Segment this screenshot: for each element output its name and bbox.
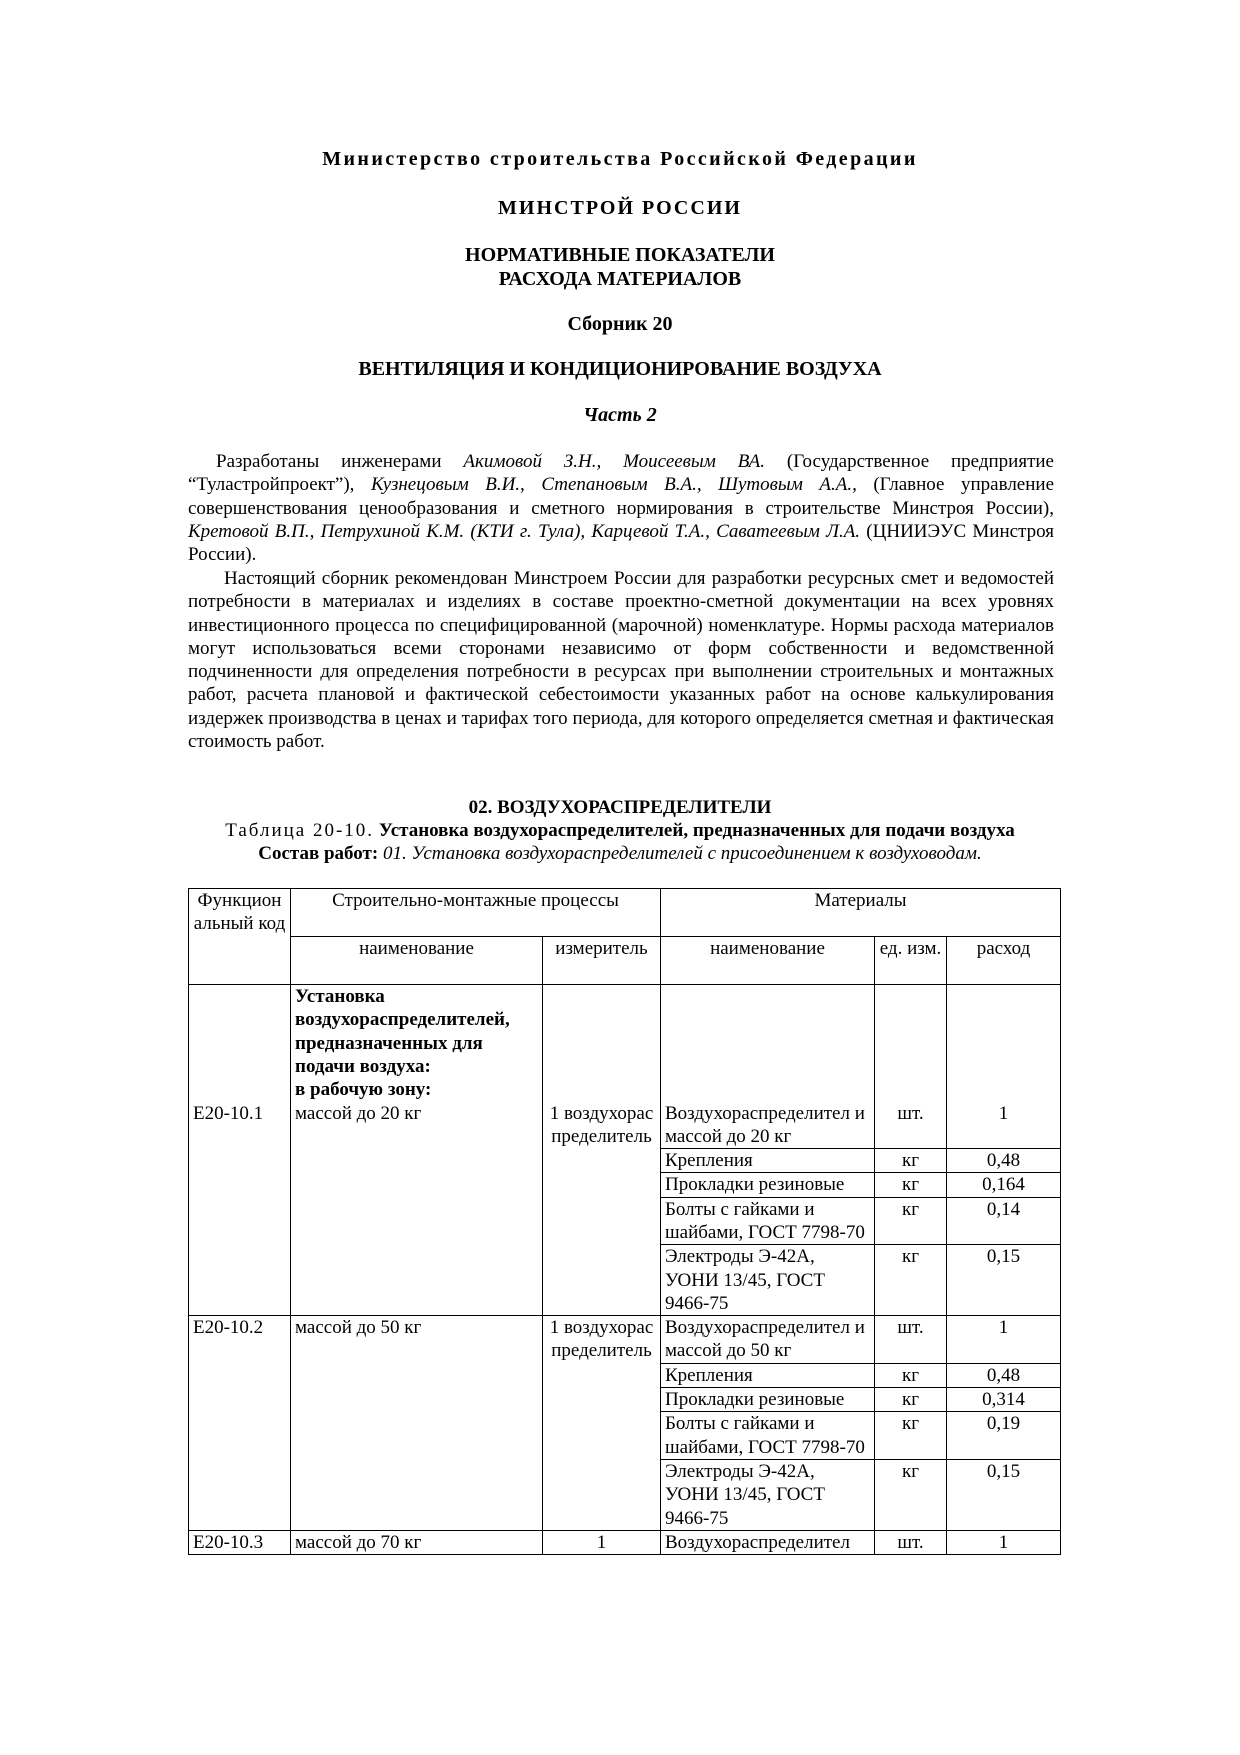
material-rate: 1 bbox=[947, 1530, 1061, 1554]
group-subtitle: в рабочую зону: bbox=[295, 1079, 432, 1101]
document-title-line1: НОРМАТИВНЫЕ ПОКАЗАТЕЛИ bbox=[465, 244, 775, 266]
material-unit: кг bbox=[875, 1388, 947, 1412]
header-meter: измеритель bbox=[543, 937, 661, 985]
row-process-name: массой до 20 кг bbox=[291, 1102, 543, 1316]
material-unit: шт. bbox=[875, 1530, 947, 1554]
material-unit: кг bbox=[875, 1412, 947, 1460]
header-process-name: наименование bbox=[291, 937, 543, 985]
material-rate: 0,14 bbox=[947, 1197, 1061, 1245]
material-unit: шт. bbox=[875, 1316, 947, 1364]
authors-names-2: Кузнецовым В.И., Степановым В.А., Шутовым А.А., bbox=[370, 474, 857, 496]
authors-text-c: (Государственное предприятие “Туластройпроект”), bbox=[188, 451, 1054, 496]
authors-text-g: (ЦНИИЭУС Минстроя России). bbox=[188, 520, 1054, 566]
row-process-name: массой до 50 кг bbox=[291, 1316, 543, 1531]
material-unit: кг bbox=[875, 1197, 947, 1245]
material-name: Прокладки резиновые bbox=[661, 1388, 875, 1412]
material-rate: 0,15 bbox=[947, 1245, 1061, 1316]
material-name: Воздухораспределител и массой до 50 кг bbox=[661, 1316, 875, 1364]
section-title: 02. ВОЗДУХОРАСПРЕДЕЛИТЕЛИ bbox=[468, 797, 772, 818]
header-material-name: наименование bbox=[661, 937, 875, 985]
material-unit: кг bbox=[875, 1149, 947, 1173]
header-materials: Материалы bbox=[661, 889, 1061, 937]
material-unit: кг bbox=[875, 1459, 947, 1530]
part-number: Часть 2 bbox=[583, 404, 657, 426]
material-name: Болты с гайками и шайбами, ГОСТ 7798-70 bbox=[661, 1412, 875, 1460]
collection-number: Сборник 20 bbox=[567, 313, 673, 335]
material-unit: кг bbox=[875, 1363, 947, 1387]
authors-text-a: Разработаны инженерами bbox=[216, 451, 464, 472]
material-unit: кг bbox=[875, 1173, 947, 1197]
table-header-row-2 bbox=[189, 937, 1061, 985]
work-scope-label: Состав работ: bbox=[258, 843, 379, 864]
material-name: Электроды Э-42А, УОНИ 13/45, ГОСТ 9466-75 bbox=[661, 1459, 875, 1530]
material-name: Прокладки резиновые bbox=[661, 1173, 875, 1197]
ministry-short-name: МИНСТРОЙ РОССИИ bbox=[498, 197, 742, 219]
purpose-paragraph: Настоящий сборник рекомендован Минстроем России для разработки ресурсных смет и ведомостей потребности в материалах и изделиях в составе проектно-сметной документации на всех уровнях инвестиционного процесса по специфицированной (марочной) номенклатуре. Нормы расхода материалов могут использоваться всеми сторонами независимо от форм собственности и ведомственной подчиненности для определения потребности в ресурсах при выполнении строительных и монтажных работ, расчета плановой и фактической себестоимости указанных работ на основе калькулирования издержек производства в ценах и тарифах того периода, для которого определяется сметная и фактическая стоимость работ. bbox=[188, 568, 1054, 753]
material-rate: 0,15 bbox=[947, 1459, 1061, 1530]
authors-paragraph bbox=[188, 450, 1054, 566]
row-meter: 1 bbox=[543, 1530, 661, 1554]
table-label: Таблица 20-10. bbox=[225, 820, 375, 841]
material-rate: 1 bbox=[947, 1102, 1061, 1149]
material-rate: 0,314 bbox=[947, 1388, 1061, 1412]
row-code: Е20-10.1 bbox=[189, 1102, 291, 1316]
material-rate: 0,164 bbox=[947, 1173, 1061, 1197]
row-process-name: массой до 70 кг bbox=[291, 1530, 543, 1554]
authors-names-1: Акимовой З.Н., Моисеевым ВА. bbox=[463, 451, 766, 472]
header-unit: ед. изм. bbox=[875, 937, 947, 985]
material-rate: 1 bbox=[947, 1316, 1061, 1364]
material-unit: шт. bbox=[875, 1102, 947, 1149]
header-code: Функцион альный код bbox=[189, 889, 291, 985]
material-name: Воздухораспределител и массой до 20 кг bbox=[661, 1102, 875, 1149]
group-title-row bbox=[189, 985, 1061, 1102]
table-row bbox=[189, 1530, 1061, 1554]
ministry-name: Министерство строительства Российской Федерации bbox=[322, 148, 918, 170]
group-title: Установка воздухораспределителей, предназначенных для подачи воздуха: в рабочую зону: bbox=[291, 985, 543, 1102]
authors-text-e: (Главное управление совершенствования ценообразования и сметного нормирования в строительстве Минстроя России), bbox=[188, 474, 1054, 519]
authors-names-3: Кретовой В.П., Петрухиной К.М. (КТИ г. Тула), Карцевой Т.А., Саватеевым Л.А. bbox=[188, 520, 861, 542]
row-meter: 1 воздухорас пределитель bbox=[543, 1102, 661, 1316]
material-unit: кг bbox=[875, 1245, 947, 1316]
table-title: Установка воздухораспределителей, предназначенных для подачи воздуха bbox=[378, 820, 1015, 841]
document-title-line2: РАСХОДА МАТЕРИАЛОВ bbox=[498, 268, 742, 290]
material-rate: 0,48 bbox=[947, 1149, 1061, 1173]
table-caption bbox=[0, 820, 1240, 842]
table-row bbox=[189, 1316, 1061, 1364]
material-name: Электроды Э-42А, УОНИ 13/45, ГОСТ 9466-75 bbox=[661, 1245, 875, 1316]
material-name: Воздухораспределител bbox=[661, 1530, 875, 1554]
material-name: Крепления bbox=[661, 1149, 875, 1173]
work-scope bbox=[0, 843, 1240, 865]
row-code: Е20-10.2 bbox=[189, 1316, 291, 1531]
norms-table bbox=[188, 888, 1061, 1555]
table-header-row-1 bbox=[189, 889, 1061, 937]
table-row bbox=[189, 1102, 1061, 1149]
row-code: Е20-10.3 bbox=[189, 1530, 291, 1554]
header-processes: Строительно-монтажные процессы bbox=[291, 889, 661, 937]
work-scope-text: 01. Установка воздухораспределителей с присоединением к воздуховодам. bbox=[382, 843, 982, 864]
header-rate: расход bbox=[947, 937, 1061, 985]
material-name: Болты с гайками и шайбами, ГОСТ 7798-70 bbox=[661, 1197, 875, 1245]
collection-subject: ВЕНТИЛЯЦИЯ И КОНДИЦИОНИРОВАНИЕ ВОЗДУХА bbox=[358, 358, 882, 380]
material-rate: 0,48 bbox=[947, 1363, 1061, 1387]
row-meter: 1 воздухорас пределитель bbox=[543, 1316, 661, 1531]
document-title bbox=[0, 243, 1240, 291]
material-rate: 0,19 bbox=[947, 1412, 1061, 1460]
material-name: Крепления bbox=[661, 1363, 875, 1387]
